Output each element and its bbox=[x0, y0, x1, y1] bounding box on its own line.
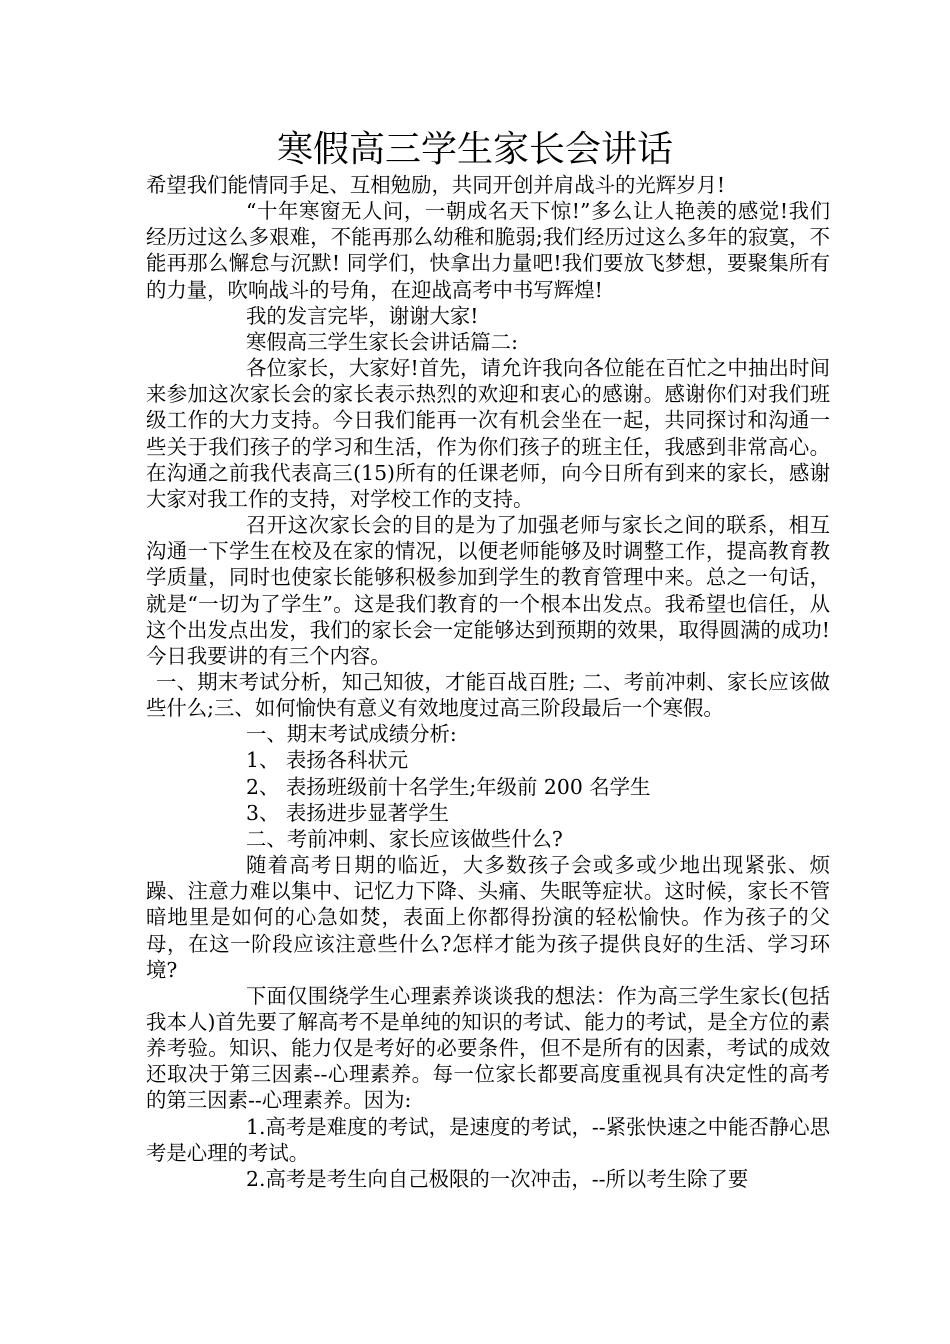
paragraph: 下面仅围绕学生心理素养谈谈我的想法：作为高三学生家长(包括我本人)首先要了解高考不是单纯的知识的考试、能力的考试，是全方位的素养考验。知识、能力仅是考好的必要条件，但不是所有的因素，考试的成效还取决于第三因素--心理素养。每一位家长都要高度重视具有决定性的高考的第三因素--心理素养。因为: bbox=[146, 983, 830, 1113]
paragraph: 各位家长，大家好!首先，请允许我向各位能在百忙之中抽出时间来参加这次家长会的家长表示热烈的欢迎和衷心的感谢。感谢你们对我们班级工作的大力支持。今日我们能再一次有机会坐在一起，共同探讨和沟通一些关于我们孩子的学习和生活，作为你们孩子的班主任，我感到非常高心。在沟通之前我代表高三(15)所有的任课老师，向今日所有到来的家长，感谢大家对我工作的支持，对学校工作的支持。 bbox=[146, 356, 830, 511]
section-heading: 二、考前冲刺、家长应该做些什么? bbox=[246, 826, 563, 851]
paragraph: 一、期末考试分析，知己知彼，才能百战百胜; 二、考前冲刺、家长应该做些什么;三、如何愉快有意义有效地度过高三阶段最后一个寒假。 bbox=[146, 669, 830, 721]
paragraph: 我的发言完毕，谢谢大家! bbox=[246, 303, 479, 328]
paragraph: 2.高考是考生向自己极限的一次冲击，--所以考生除了要 bbox=[246, 1166, 749, 1191]
paragraph: 希望我们能情同手足、互相勉励，共同开创并肩战斗的光辉岁月! bbox=[146, 173, 726, 197]
paragraph: 随着高考日期的临近，大多数孩子会或多或少地出现紧张、烦躁、注意力难以集中、记忆力下降、头痛、失眠等症状。这时候，家长不管暗地里是如何的心急如焚，表面上你都得扮演的轻松愉快。作为孩子的父母，在这一阶段应该注意些什么?怎样才能为孩子提供良好的生活、学习环境? bbox=[146, 853, 830, 982]
document-title: 寒假高三学生家长会讲话 bbox=[276, 129, 673, 170]
paragraph: 1.高考是难度的考试，是速度的考试，--紧张快速之中能否静心思考是心理的考试。 bbox=[146, 1114, 830, 1165]
document-body bbox=[146, 172, 830, 1192]
paragraph: 召开这次家长会的目的是为了加强老师与家长之间的联系，相互沟通一下学生在校及在家的情况，以便老师能够及时调整工作，提高教育教学质量，同时也使家长能够积极参加到学生的教育管理中来。总之一句话，就是“一切为了学生”。这是我们教育的一个根本出发点。我希望也信任，从这个出发点出发，我们的家长会一定能够达到预期的效果，取得圆满的成功!今日我要讲的有三个内容。 bbox=[146, 513, 830, 668]
list-item: 3、 表扬进步显著学生 bbox=[246, 800, 449, 825]
paragraph: “十年寒窗无人问，一朝成名天下惊!”多么让人艳羡的感觉!我们经历过这么多艰难，不能再那么幼稚和脆弱;我们经历过这么多年的寂寞，不能再那么懈怠与沉默! 同学们，快拿出力量吧!我们要放飞梦想，要聚集所有的力量，吹响战斗的号角，在迎战高考中书写辉煌! bbox=[146, 199, 830, 302]
section-heading: 一、期末考试成绩分析: bbox=[246, 722, 457, 747]
paragraph: 寒假高三学生家长会讲话篇二: bbox=[246, 329, 518, 354]
list-item: 2、 表扬班级前十名学生;年级前 200 名学生 bbox=[246, 774, 651, 799]
list-item: 1、 表扬各科状元 bbox=[246, 748, 409, 773]
